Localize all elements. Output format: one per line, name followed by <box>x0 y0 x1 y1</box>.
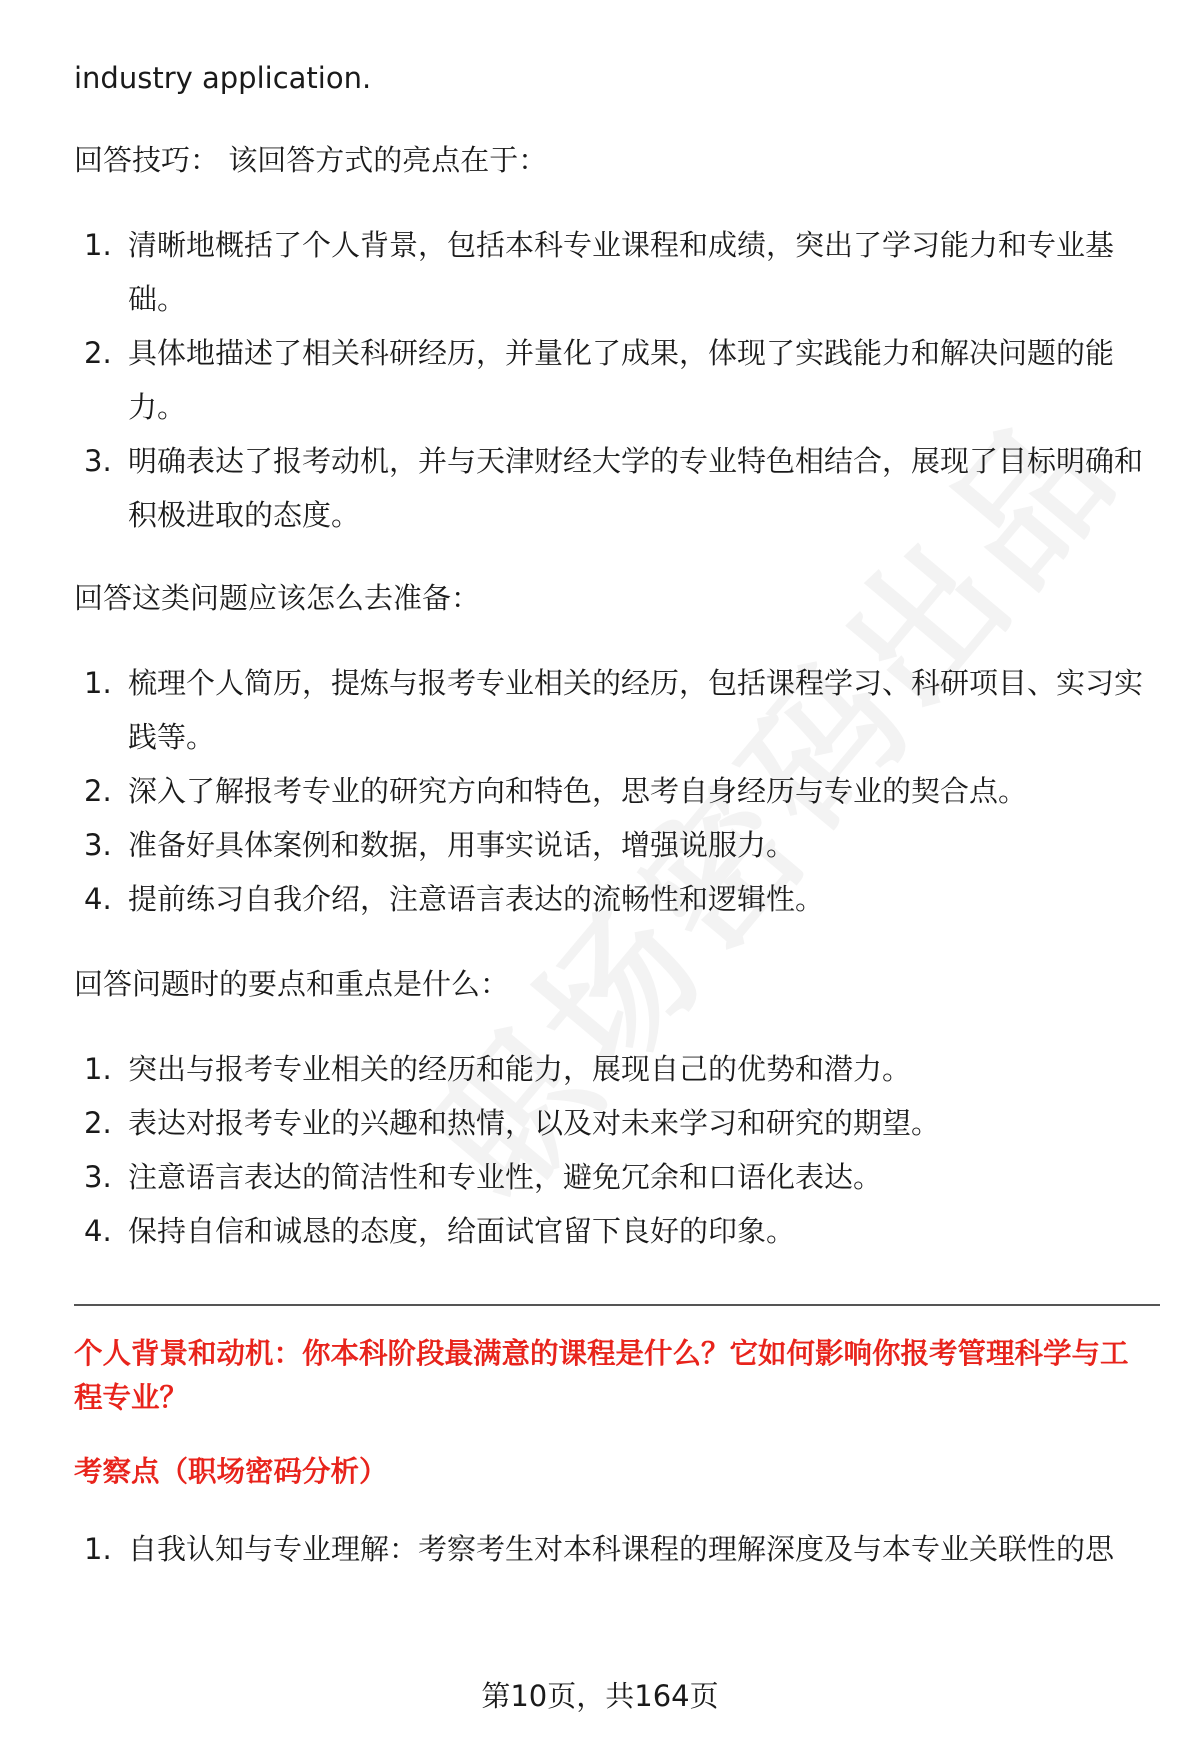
section-divider <box>74 1304 1160 1306</box>
list-item: 1. 自我认知与专业理解：考察考生对本科课程的理解深度及与本专业关联性的思 <box>84 1532 1115 1566</box>
list-item: 1. 突出与报考专业相关的经历和能力，展现自己的优势和潜力。 <box>84 1052 912 1086</box>
list-item: 4. 保持自信和诚恳的态度，给面试官留下良好的印象。 <box>84 1214 796 1248</box>
tips-label: 回答技巧： 该回答方式的亮点在于： <box>74 143 548 177</box>
list-item: 2. 深入了解报考专业的研究方向和特色，思考自身经历与专业的契合点。 <box>84 774 1028 808</box>
tips-list <box>74 218 1154 542</box>
list-item: 3. 注意语言表达的简洁性和专业性，避免冗余和口语化表达。 <box>84 1160 883 1194</box>
prepare-label: 回答这类问题应该怎么去准备： <box>74 581 481 615</box>
analysis-list <box>74 1522 1154 1576</box>
list-item: 1. 清晰地概括了个人背景，包括本科专业课程和成绩，突出了学习能力和专业基础。 <box>84 228 1115 316</box>
keypoints-list <box>74 1042 1154 1258</box>
prepare-list <box>74 656 1154 926</box>
question-subtitle: 考察点（职场密码分析） <box>74 1455 388 1488</box>
list-item: 3. 准备好具体案例和数据，用事实说话，增强说服力。 <box>84 828 796 862</box>
page-content <box>74 56 1154 1576</box>
list-item: 2. 表达对报考专业的兴趣和热情，以及对未来学习和研究的期望。 <box>84 1106 941 1140</box>
keypoints-label: 回答问题时的要点和重点是什么： <box>74 967 510 1001</box>
intro-text: industry application. <box>74 61 372 95</box>
list-item: 1. 梳理个人简历，提炼与报考专业相关的经历，包括课程学习、科研项目、实习实践等。 <box>84 666 1144 754</box>
question-title: 个人背景和动机：你本科阶段最满意的课程是什么？它如何影响你报考管理科学与工程专业？ <box>74 1337 1129 1414</box>
list-item: 4. 提前练习自我介绍，注意语言表达的流畅性和逻辑性。 <box>84 882 825 916</box>
list-item: 3. 明确表达了报考动机，并与天津财经大学的专业特色相结合，展现了目标明确和积极进取的态度。 <box>84 444 1144 532</box>
page-number: 第10页，共164页 <box>481 1679 719 1713</box>
list-item: 2. 具体地描述了相关科研经历，并量化了成果，体现了实践能力和解决问题的能力。 <box>84 336 1115 424</box>
